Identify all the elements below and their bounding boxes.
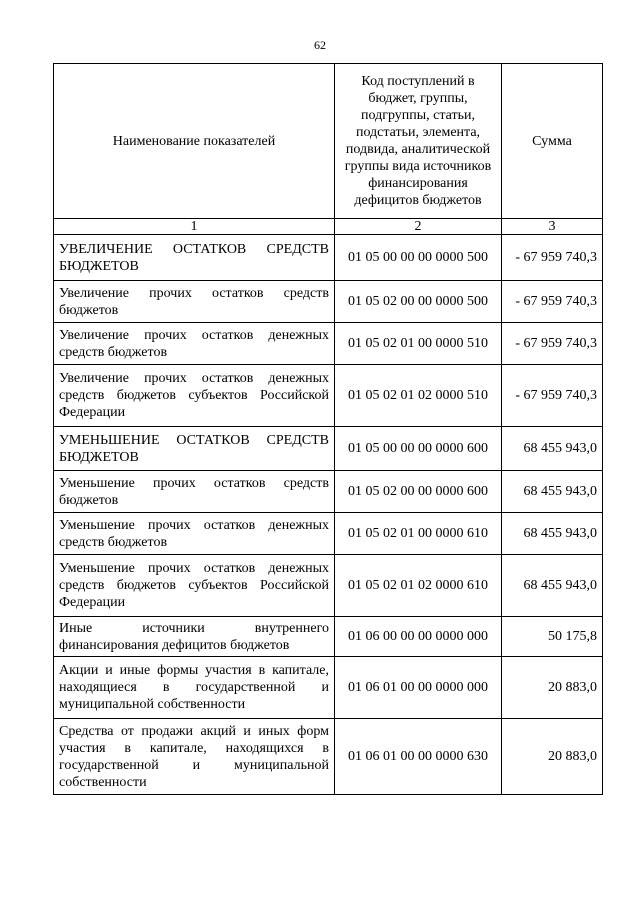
row-code: 01 05 02 00 00 0000 500 (335, 281, 502, 323)
row-code: 01 06 01 00 00 0000 630 (335, 719, 502, 795)
column-number-2: 2 (335, 219, 502, 235)
table-row (54, 471, 603, 513)
table-row (54, 657, 603, 719)
row-code: 01 05 00 00 00 0000 500 (335, 235, 502, 281)
table-row (54, 513, 603, 555)
row-name: Уменьшение прочих остатков денежных средств бюджетов субъектов Российской Федерации (54, 555, 335, 617)
row-sum: 68 455 943,0 (502, 471, 603, 513)
table-row (54, 323, 603, 365)
column-number-row (54, 219, 603, 235)
row-name: Увеличение прочих остатков денежных средств бюджетов субъектов Российской Федерации (54, 365, 335, 427)
budget-sources-table (53, 63, 603, 795)
row-sum: - 67 959 740,3 (502, 281, 603, 323)
column-number-1: 1 (54, 219, 335, 235)
table-row (54, 555, 603, 617)
row-sum: 20 883,0 (502, 719, 603, 795)
row-code: 01 05 02 00 00 0000 600 (335, 471, 502, 513)
row-code: 01 05 00 00 00 0000 600 (335, 427, 502, 471)
header-name: Наименование показателей (54, 64, 335, 219)
table-row (54, 617, 603, 657)
row-sum: 68 455 943,0 (502, 427, 603, 471)
table-body (54, 64, 603, 795)
row-name: Иные источники внутреннего финансирования дефицитов бюджетов (54, 617, 335, 657)
header-code: Код поступлений в бюджет, группы, подгруппы, статьи, подстатьи, элемента, подвида, аналитической группы вида источников финансирования дефицитов бюджетов (335, 64, 502, 219)
row-code: 01 06 01 00 00 0000 000 (335, 657, 502, 719)
row-code: 01 05 02 01 02 0000 610 (335, 555, 502, 617)
row-name: Средства от продажи акций и иных форм участия в капитале, находящихся в государственной и муниципальной собственности (54, 719, 335, 795)
row-name: Уменьшение прочих остатков денежных средств бюджетов (54, 513, 335, 555)
row-code: 01 05 02 01 00 0000 610 (335, 513, 502, 555)
table-row (54, 365, 603, 427)
row-code: 01 06 00 00 00 0000 000 (335, 617, 502, 657)
table-header-row (54, 64, 603, 219)
table-row (54, 719, 603, 795)
row-sum: - 67 959 740,3 (502, 235, 603, 281)
row-name: Увеличение прочих остатков денежных средств бюджетов (54, 323, 335, 365)
row-name: Акции и иные формы участия в капитале, находящиеся в государственной и муниципальной собственности (54, 657, 335, 719)
page-number: 62 (314, 38, 326, 52)
table-row (54, 427, 603, 471)
row-sum: 68 455 943,0 (502, 555, 603, 617)
row-name: УМЕНЬШЕНИЕ ОСТАТКОВ СРЕДСТВ БЮДЖЕТОВ (54, 427, 335, 471)
row-code: 01 05 02 01 02 0000 510 (335, 365, 502, 427)
row-sum: 20 883,0 (502, 657, 603, 719)
row-name: Увеличение прочих остатков средств бюджетов (54, 281, 335, 323)
row-sum: - 67 959 740,3 (502, 323, 603, 365)
row-sum: 50 175,8 (502, 617, 603, 657)
row-name: УВЕЛИЧЕНИЕ ОСТАТКОВ СРЕДСТВ БЮДЖЕТОВ (54, 235, 335, 281)
row-sum: - 67 959 740,3 (502, 365, 603, 427)
row-code: 01 05 02 01 00 0000 510 (335, 323, 502, 365)
column-number-3: 3 (502, 219, 603, 235)
header-sum: Сумма (502, 64, 603, 219)
row-sum: 68 455 943,0 (502, 513, 603, 555)
row-name: Уменьшение прочих остатков средств бюджетов (54, 471, 335, 513)
table-row (54, 281, 603, 323)
table-row (54, 235, 603, 281)
